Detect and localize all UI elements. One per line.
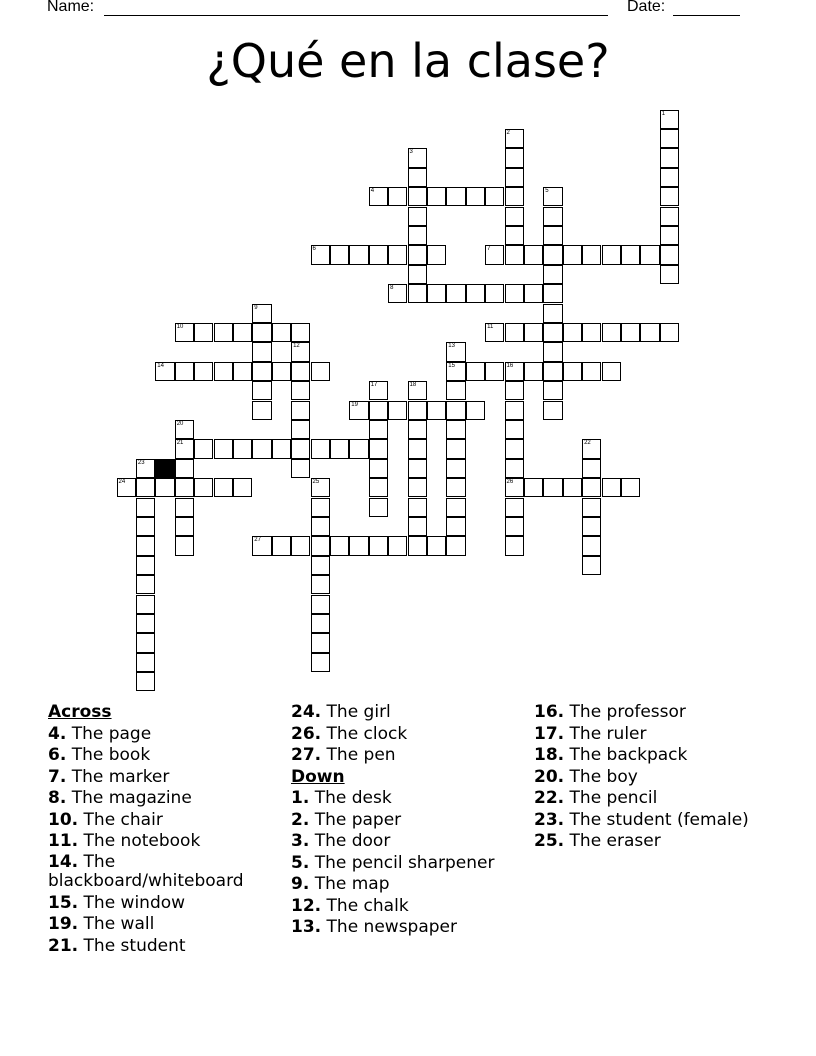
grid-cell[interactable] <box>446 401 465 420</box>
grid-cell[interactable] <box>543 265 562 284</box>
grid-cell[interactable] <box>446 439 465 458</box>
grid-cell[interactable] <box>136 653 155 672</box>
cell-number: 22 <box>584 440 591 447</box>
grid-cell[interactable] <box>485 284 504 303</box>
cell-number: 13 <box>448 343 455 350</box>
grid-cell[interactable] <box>233 478 252 497</box>
grid-cell[interactable] <box>582 556 601 575</box>
grid-cell[interactable] <box>388 284 407 303</box>
grid-cell[interactable] <box>408 187 427 206</box>
grid-cell[interactable] <box>175 323 194 342</box>
cell-number: 3 <box>409 149 413 156</box>
grid-cell[interactable] <box>349 439 368 458</box>
grid-cell[interactable] <box>543 284 562 303</box>
cell-number: 16 <box>506 362 514 369</box>
grid-cell[interactable] <box>136 459 155 478</box>
cell-number: 12 <box>293 343 300 350</box>
grid-cell[interactable] <box>446 362 465 381</box>
grid-cell[interactable] <box>175 517 194 536</box>
grid-cell-black <box>155 459 174 478</box>
grid-cell[interactable] <box>543 362 562 381</box>
grid-cell[interactable] <box>194 362 213 381</box>
grid-cell[interactable] <box>291 342 310 361</box>
grid-cell[interactable] <box>408 439 427 458</box>
grid-cell[interactable] <box>194 439 213 458</box>
grid-cell[interactable] <box>621 245 640 264</box>
grid-cell[interactable] <box>505 459 524 478</box>
clue-across-7: 7. The marker <box>48 766 170 787</box>
clue-down-23: 23. The student (female) <box>534 809 749 830</box>
cell-number: 8 <box>390 285 394 292</box>
clue-across-27: 27. The pen <box>291 745 396 765</box>
grid-cell[interactable] <box>408 420 427 439</box>
grid-cell[interactable] <box>446 187 465 206</box>
grid-cell[interactable] <box>505 168 524 187</box>
grid-cell[interactable] <box>272 439 291 458</box>
grid-cell[interactable] <box>582 478 601 497</box>
grid-cell[interactable] <box>272 536 291 555</box>
grid-cell[interactable] <box>543 187 562 206</box>
clue-down-3: 3. The door <box>291 831 391 851</box>
grid-cell[interactable] <box>602 478 621 497</box>
grid-cell[interactable] <box>136 633 155 652</box>
cell-number: 19 <box>351 401 358 408</box>
grid-cell[interactable] <box>408 401 427 420</box>
grid-cell[interactable] <box>582 498 601 517</box>
grid-cell[interactable] <box>408 459 427 478</box>
grid-cell[interactable] <box>640 245 659 264</box>
grid-cell[interactable] <box>485 362 504 381</box>
clue-down-9: 9. The map <box>291 874 390 894</box>
grid-cell[interactable] <box>505 498 524 517</box>
clue-across-8: 8. The magazine <box>48 788 192 808</box>
date-label: Date: <box>627 0 666 15</box>
name-label: Name: <box>47 0 95 15</box>
grid-cell[interactable] <box>369 420 388 439</box>
clue-across-4: 4. The page <box>48 723 152 744</box>
clue-down-2: 2. The paper <box>291 809 402 830</box>
grid-cell[interactable] <box>505 129 524 148</box>
grid-cell[interactable] <box>505 323 524 342</box>
grid-cell[interactable] <box>505 420 524 439</box>
grid-cell[interactable] <box>330 245 349 264</box>
grid-cell[interactable] <box>155 362 174 381</box>
grid-cell[interactable] <box>136 556 155 575</box>
grid-cell[interactable] <box>543 226 562 245</box>
grid-cell[interactable] <box>136 614 155 633</box>
grid-cell[interactable] <box>136 517 155 536</box>
cell-number: 24 <box>118 479 126 486</box>
grid-cell[interactable] <box>369 536 388 555</box>
cell-number: 27 <box>254 537 261 544</box>
grid-cell[interactable] <box>524 323 543 342</box>
cell-number: 26 <box>506 479 514 486</box>
grid-cell[interactable] <box>311 575 330 594</box>
cell-number: 25 <box>312 479 320 486</box>
clue-across-14: 14. The blackboard/whiteboard <box>48 851 244 891</box>
grid-cell[interactable] <box>311 536 330 555</box>
grid-cell[interactable] <box>291 536 310 555</box>
grid-cell[interactable] <box>291 420 310 439</box>
grid-cell[interactable] <box>505 517 524 536</box>
grid-cell[interactable] <box>408 284 427 303</box>
grid-cell[interactable] <box>311 498 330 517</box>
grid-cell[interactable] <box>543 323 562 342</box>
clue-across-10: 10. The chair <box>48 809 163 830</box>
grid-cell[interactable] <box>136 536 155 555</box>
grid-cell[interactable] <box>175 459 194 478</box>
grid-cell[interactable] <box>485 187 504 206</box>
clues-column-1 <box>48 702 278 957</box>
grid-cell[interactable] <box>582 536 601 555</box>
grid-cell[interactable] <box>311 595 330 614</box>
grid-cell[interactable] <box>582 323 601 342</box>
cell-number: 2 <box>506 129 510 136</box>
grid-cell[interactable] <box>505 284 524 303</box>
clue-across-24: 24. The girl <box>291 702 391 722</box>
grid-cell[interactable] <box>466 284 485 303</box>
grid-cell[interactable] <box>485 323 504 342</box>
grid-cell[interactable] <box>291 439 310 458</box>
grid-cell[interactable] <box>311 245 330 264</box>
grid-cell[interactable] <box>175 362 194 381</box>
grid-cell[interactable] <box>408 245 427 264</box>
grid-cell[interactable] <box>214 362 233 381</box>
cell-number: 10 <box>176 323 184 330</box>
grid-cell[interactable] <box>466 401 485 420</box>
clue-down-16: 16. The professor <box>534 702 686 722</box>
grid-cell[interactable] <box>660 245 679 264</box>
grid-cell[interactable] <box>136 478 155 497</box>
grid-cell[interactable] <box>602 245 621 264</box>
grid-cell[interactable] <box>466 362 485 381</box>
cell-number: 21 <box>176 440 184 447</box>
grid-cell[interactable] <box>505 536 524 555</box>
grid-cell[interactable] <box>136 595 155 614</box>
grid-cell[interactable] <box>311 478 330 497</box>
grid-cell[interactable] <box>563 245 582 264</box>
grid-cell[interactable] <box>505 381 524 400</box>
grid-cell[interactable] <box>311 653 330 672</box>
grid-cell[interactable] <box>660 323 679 342</box>
grid-cell[interactable] <box>155 478 174 497</box>
grid-cell[interactable] <box>330 439 349 458</box>
grid-cell[interactable] <box>214 439 233 458</box>
across-heading: Across <box>48 702 112 722</box>
grid-cell[interactable] <box>388 401 407 420</box>
page-title: ¿Qué en la clase? <box>206 34 610 88</box>
grid-cell[interactable] <box>543 478 562 497</box>
grid-cell[interactable] <box>505 148 524 167</box>
grid-cell[interactable] <box>388 536 407 555</box>
grid-cell[interactable] <box>252 536 271 555</box>
grid-cell[interactable] <box>311 556 330 575</box>
grid-cell[interactable] <box>563 478 582 497</box>
cell-number: 6 <box>312 246 316 253</box>
grid-cell[interactable] <box>194 478 213 497</box>
grid-cell[interactable] <box>621 478 640 497</box>
grid-cell[interactable] <box>214 323 233 342</box>
grid-cell[interactable] <box>291 381 310 400</box>
grid-cell[interactable] <box>446 536 465 555</box>
clue-down-12: 12. The chalk <box>291 895 409 916</box>
grid-cell[interactable] <box>214 478 233 497</box>
grid-cell[interactable] <box>446 381 465 400</box>
cell-number: 1 <box>661 110 666 117</box>
grid-cell[interactable] <box>660 110 679 129</box>
grid-cell[interactable] <box>349 401 368 420</box>
grid-cell[interactable] <box>369 439 388 458</box>
grid-cell[interactable] <box>272 362 291 381</box>
grid-cell[interactable] <box>272 323 291 342</box>
grid-cell[interactable] <box>311 614 330 633</box>
grid-cell[interactable] <box>446 342 465 361</box>
grid-cell[interactable] <box>291 362 310 381</box>
grid-cell[interactable] <box>602 323 621 342</box>
grid-cell[interactable] <box>233 362 252 381</box>
grid-cell[interactable] <box>582 245 601 264</box>
grid-cell[interactable] <box>582 439 601 458</box>
cell-number: 17 <box>370 382 378 389</box>
grid-cell[interactable] <box>252 381 271 400</box>
grid-cell[interactable] <box>582 459 601 478</box>
cell-number: 20 <box>176 420 184 427</box>
grid-cell[interactable] <box>427 401 446 420</box>
grid-cell[interactable] <box>446 517 465 536</box>
clue-down-1: 1. The desk <box>291 788 392 808</box>
grid-cell[interactable] <box>660 226 679 245</box>
grid-cell[interactable] <box>369 381 388 400</box>
clue-across-19: 19. The wall <box>48 914 155 934</box>
grid-cell[interactable] <box>582 362 601 381</box>
grid-cell[interactable] <box>621 323 640 342</box>
grid-cell[interactable] <box>505 207 524 226</box>
grid-cell[interactable] <box>175 420 194 439</box>
grid-cell[interactable] <box>427 536 446 555</box>
grid-cell[interactable] <box>660 265 679 284</box>
clue-across-15: 15. The window <box>48 892 186 913</box>
cell-number: 5 <box>545 188 549 195</box>
cell-number: 23 <box>137 459 145 466</box>
cell-number: 11 <box>487 323 494 330</box>
grid-cell[interactable] <box>640 323 659 342</box>
grid-cell[interactable] <box>602 362 621 381</box>
grid-cell[interactable] <box>252 342 271 361</box>
cell-number: 7 <box>487 246 491 253</box>
grid-cell[interactable] <box>369 459 388 478</box>
grid-cell[interactable] <box>446 284 465 303</box>
grid-cell[interactable] <box>311 362 330 381</box>
clue-across-26: 26. The clock <box>291 723 408 744</box>
grid-cell[interactable] <box>505 226 524 245</box>
grid-cell[interactable] <box>408 478 427 497</box>
cell-number: 15 <box>448 362 455 369</box>
grid-cell[interactable] <box>291 459 310 478</box>
grid-cell[interactable] <box>349 245 368 264</box>
clue-across-11: 11. The notebook <box>48 831 201 851</box>
grid-cell[interactable] <box>485 245 504 264</box>
grid-cell[interactable] <box>408 226 427 245</box>
clue-down-17: 17. The ruler <box>534 723 647 744</box>
grid-cell[interactable] <box>543 381 562 400</box>
grid-cell[interactable] <box>446 420 465 439</box>
grid-cell[interactable] <box>311 633 330 652</box>
grid-cell[interactable] <box>660 129 679 148</box>
grid-cell[interactable] <box>427 245 446 264</box>
grid-cell[interactable] <box>408 381 427 400</box>
grid-cell[interactable] <box>175 498 194 517</box>
grid-cell[interactable] <box>369 245 388 264</box>
clue-down-22: 22. The pencil <box>534 788 658 808</box>
grid-cell[interactable] <box>466 187 485 206</box>
grid-cell[interactable] <box>427 284 446 303</box>
grid-cell[interactable] <box>563 362 582 381</box>
grid-cell[interactable] <box>311 517 330 536</box>
clue-across-21: 21. The student <box>48 935 186 956</box>
grid-cell[interactable] <box>175 478 194 497</box>
clue-down-5: 5. The pencil sharpener <box>291 852 495 873</box>
grid-cell[interactable] <box>524 284 543 303</box>
grid-cell[interactable] <box>543 342 562 361</box>
grid-cell[interactable] <box>136 575 155 594</box>
grid-cell[interactable] <box>408 498 427 517</box>
grid-cell[interactable] <box>330 536 349 555</box>
grid-cell[interactable] <box>136 498 155 517</box>
grid-cell[interactable] <box>524 362 543 381</box>
grid-cell[interactable] <box>524 245 543 264</box>
grid-cell[interactable] <box>233 323 252 342</box>
grid-cell[interactable] <box>369 478 388 497</box>
grid-cell[interactable] <box>582 517 601 536</box>
grid-cell[interactable] <box>524 478 543 497</box>
grid-cell[interactable] <box>136 672 155 691</box>
clue-down-18: 18. The backpack <box>534 745 688 765</box>
grid-cell[interactable] <box>505 478 524 497</box>
grid-cell[interactable] <box>175 439 194 458</box>
clues-column-3 <box>534 702 749 853</box>
grid-cell[interactable] <box>252 304 271 323</box>
grid-cell[interactable] <box>543 401 562 420</box>
grid-cell[interactable] <box>369 187 388 206</box>
cell-number: 14 <box>157 362 164 369</box>
grid-cell[interactable] <box>408 517 427 536</box>
grid-cell[interactable] <box>252 362 271 381</box>
grid-cell[interactable] <box>291 401 310 420</box>
grid-cell[interactable] <box>408 265 427 284</box>
clues-column-2 <box>291 702 494 939</box>
clue-down-13: 13. The newspaper <box>291 917 457 937</box>
cell-number: 9 <box>254 304 258 311</box>
grid-cell[interactable] <box>408 207 427 226</box>
clue-down-25: 25. The eraser <box>534 831 661 851</box>
down-heading: Down <box>291 766 345 787</box>
grid-cell[interactable] <box>252 401 271 420</box>
grid-cell[interactable] <box>252 323 271 342</box>
grid-cell[interactable] <box>291 323 310 342</box>
grid-cell[interactable] <box>660 187 679 206</box>
grid-cell[interactable] <box>505 187 524 206</box>
grid-cell[interactable] <box>369 401 388 420</box>
grid-cell[interactable] <box>117 478 136 497</box>
grid-cell[interactable] <box>543 245 562 264</box>
grid-cell[interactable] <box>252 439 271 458</box>
grid-cell[interactable] <box>505 245 524 264</box>
grid-cell[interactable] <box>446 478 465 497</box>
grid-cell[interactable] <box>427 187 446 206</box>
grid-cell[interactable] <box>660 207 679 226</box>
grid-cell[interactable] <box>543 207 562 226</box>
grid-cell[interactable] <box>408 168 427 187</box>
grid-cell[interactable] <box>233 439 252 458</box>
grid-cell[interactable] <box>194 323 213 342</box>
grid-cell[interactable] <box>505 362 524 381</box>
grid-cell[interactable] <box>388 245 407 264</box>
cell-number: 4 <box>370 188 375 195</box>
grid-cell[interactable] <box>349 536 368 555</box>
grid-cell[interactable] <box>505 401 524 420</box>
grid-cell[interactable] <box>175 536 194 555</box>
grid-cell[interactable] <box>408 148 427 167</box>
cell-number: 18 <box>409 382 417 389</box>
grid-cell[interactable] <box>563 323 582 342</box>
grid-cell[interactable] <box>660 168 679 187</box>
grid-cell[interactable] <box>388 187 407 206</box>
grid-cell[interactable] <box>505 439 524 458</box>
grid-cell[interactable] <box>311 439 330 458</box>
grid-cell[interactable] <box>446 459 465 478</box>
grid-cell[interactable] <box>446 498 465 517</box>
grid-cell[interactable] <box>660 148 679 167</box>
clue-across-6: 6. The book <box>48 745 151 765</box>
grid-cell[interactable] <box>408 536 427 555</box>
grid-cell[interactable] <box>543 304 562 323</box>
clue-down-20: 20. The boy <box>534 766 638 787</box>
grid-cell[interactable] <box>369 498 388 517</box>
